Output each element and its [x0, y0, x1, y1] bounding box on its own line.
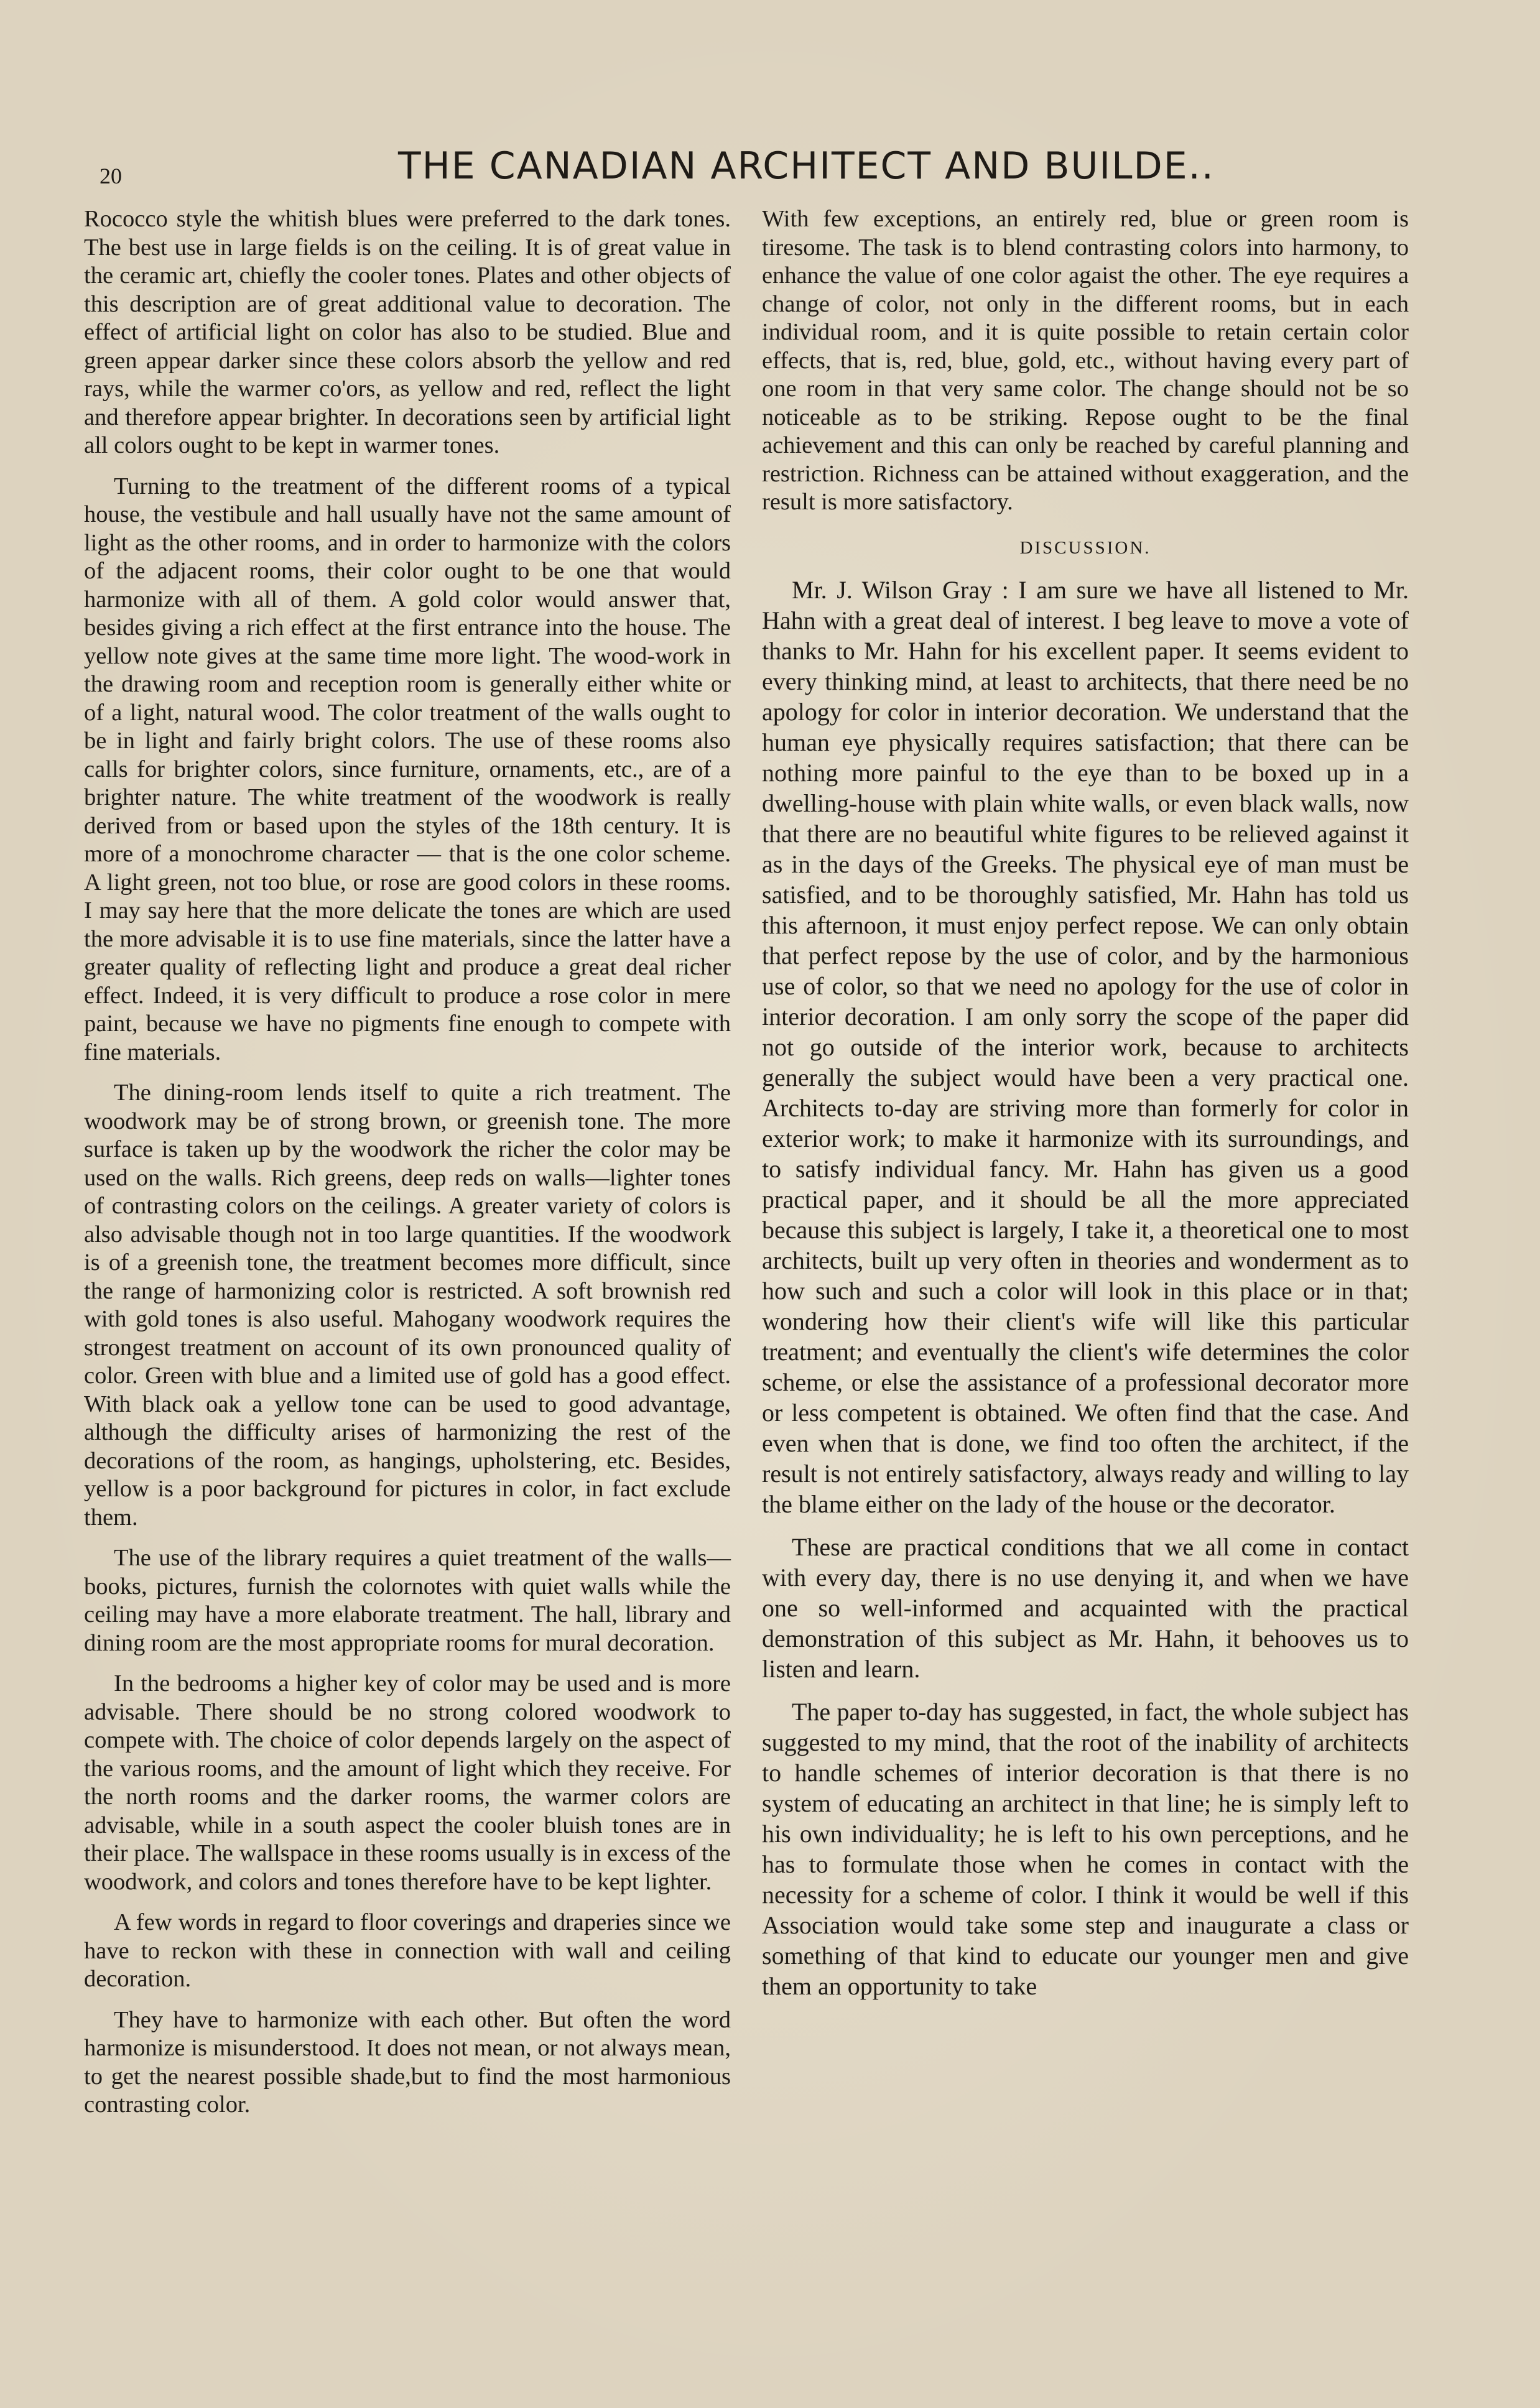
discussion-heading: DISCUSSION.: [1019, 537, 1151, 558]
left-paragraph-5: In the bedrooms a higher key of color may be used and is more advisable. There should be no strong colored woodwork to compete with. The choice of color depends largely on the aspect of the various rooms, and the amount of light which they receive. For the north rooms and the darker rooms, the warmer colors are advisable, while in a south aspect the cooler bluish tones are in their place. The wallspace in these rooms usually is in excess of the woodwork, and colors and tones therefore have to be kept lighter.: [84, 1670, 731, 1895]
right-paragraph-3: The paper to-day has suggested, in fact, the whole subject has suggested to my mind, that the root of the inability of architects to handle schemes of interior decoration is that there is no system of educating an architect in that line; he is simply left to his own individuality; he is left to his own perceptions, and he has to formulate those when he comes in contact with the necessity for a scheme of color. I think it would be well if this Association would take some step and inaugurate a class or something of that kind to educate our younger men and give them an opportunity to take: [762, 1698, 1409, 2000]
running-title: THE CANADIAN ARCHITECT AND BUILDE..: [398, 144, 1215, 188]
right-intro-paragraph: With few exceptions, an entirely red, blue or green room is tiresome. The task is to blend contrasting colors into harmony, to enhance the value of one color agaist the other. The eye requires a change of color, not only in the different rooms, but in each individual room, and it is quite possible to retain certain color effects, that is, red, blue, gold, etc., without having every part of one room in that very same color. The change should not be so noticeable as to be striking. Repose ought to be the final achievement and this can only be reached by careful planning and restriction. Richness can be attained without exaggeration, and the result is more satisfactory.: [762, 206, 1409, 515]
left-paragraph-7: They have to harmonize with each other. But often the word harmonize is misunderstood. It does not mean, or not always mean, to get the nearest possible shade,but to find the most harmonious contrasting color.: [84, 2006, 731, 2118]
right-paragraph-2: These are practical conditions that we all come in contact with every day, there is no use denying it, and when we have one so well-informed and acquainted with the practical demonstration of this subject as Mr. Hahn, it behooves us to listen and learn.: [762, 1533, 1409, 1683]
left-paragraph-3: The dining-room lends itself to quite a rich treatment. The woodwork may be of strong brown, or greenish tone. The more surface is taken up by the woodwork the richer the color may be used on the walls. Rich greens, deep reds on walls—lighter tones of contrasting colors on the ceilings. A greater variety of colors is also advisable though not in too large quantities. If the woodwork is of a greenish tone, the treatment becomes more difficult, since the range of harmonizing color is restricted. A soft brownish red with gold tones is also useful. Mahogany woodwork requires the strongest treatment on account of its own pronounced quality of color. Green with blue and a limited use of gold has a good effect. With black oak a yellow tone can be used to good advantage, although the difficulty arises of harmonizing the rest of the decorations of the room, as hangings, upholstering, etc. Besides, yellow is a poor background for pictures in color, in fact exclude them.: [84, 1080, 731, 1530]
left-paragraph-1: Rococco style the whitish blues were preferred to the dark tones. The best use in large fields is on the ceiling. It is of great value in the ceramic art, chiefly the cooler tones. Plates and other objects of this description are of great additional value to decoration. The effect of artificial light on color has also to be studied. Blue and green appear darker since these colors absorb the yellow and red rays, while the warmer co'ors, as yellow and red, reflect the light and therefore appear brighter. In decorations seen by artificial light all colors ought to be kept in warmer tones.: [84, 206, 731, 458]
left-paragraph-2: Turning to the treatment of the different rooms of a typical house, the vestibule and hall usually have not the same amount of light as the other rooms, and in order to harmonize with the colors of the adjacent rooms, their color ought to be one that would harmonize with all of them. A gold color would answer that, besides giving a rich effect at the first entrance into the house. The yellow note gives at the same time more light. The wood-work in the drawing room and reception room is generally either white or of a light, natural wood. The color treatment of the walls ought to be in light and fairly bright colors. The use of these rooms also calls for brighter colors, since furniture, ornaments, etc., are of a brighter nature. The white treatment of the woodwork is really derived from or based upon the styles of the 18th century. It is more of a monochrome character — that is the one color scheme. A light green, not too blue, or rose are good colors in these rooms. I may say here that the more delicate the tones are which are used the more advisable it is to use fine materials, since the latter have a greater quality of reflecting light and produce a great deal richer effect. Indeed, it is very difficult to produce a rose color in mere paint, because we have no pigments fine enough to compete with fine materials.: [84, 473, 731, 1065]
page-number: 20: [100, 164, 122, 188]
right-paragraph-1: Mr. J. Wilson Gray : I am sure we have all listened to Mr. Hahn with a great deal of interest. I beg leave to move a vote of thanks to Mr. Hahn for his excellent paper. It seems evident to every thinking mind, at least to architects, that there need be no apology for color in interior decoration. We understand that the human eye physically requires satisfaction; that there can be nothing more painful to the eye than to be boxed up in a dwelling-house with plain white walls, or even black walls, now that there are no beautiful white figures to be relieved against it as in the days of the Greeks. The physical eye of man must be satisfied, and to be thoroughly satisfied, Mr. Hahn has told us this afternoon, it must enjoy perfect repose. We can only obtain that perfect repose by the use of color, and by the harmonious use of color, so that we need no apology for the use of color in interior decoration. I am only sorry the scope of the paper did not go outside of the interior work, because to architects generally the subject would have been a very practical one. Architects to-day are striving more than formerly for color in exterior work; to make it harmonize with its surroundings, and to satisfy individual fancy. Mr. Hahn has given us a good practical paper, and it should be all the more appreciated because this subject is largely, I take it, a theoretical one to most architects, built up very often in theories and wonderment as to how such and such a color will look in this place or in that; wondering how their client's wife will like this particular treatment; and eventually the client's wife determines the color scheme, or else the assistance of a professional decorator more or less competent is obtained. We often find that the case. And even when that is done, we find too often the architect, if the result is not entirely satisfactory, always ready and willing to lay the blame either on the lady of the house or the decorator.: [762, 576, 1409, 1518]
left-column: [84, 205, 731, 2119]
right-column: [762, 205, 1409, 2001]
left-paragraph-6: A few words in regard to floor coverings and draperies since we have to reckon with these in connection with wall and ceiling decoration.: [84, 1909, 731, 1992]
left-paragraph-4: The use of the library requires a quiet treatment of the walls—books, pictures, furnish the colornotes with quiet walls while the ceiling may have a more elaborate treatment. The hall, library and dining room are the most appropriate rooms for mural decoration.: [84, 1545, 731, 1656]
